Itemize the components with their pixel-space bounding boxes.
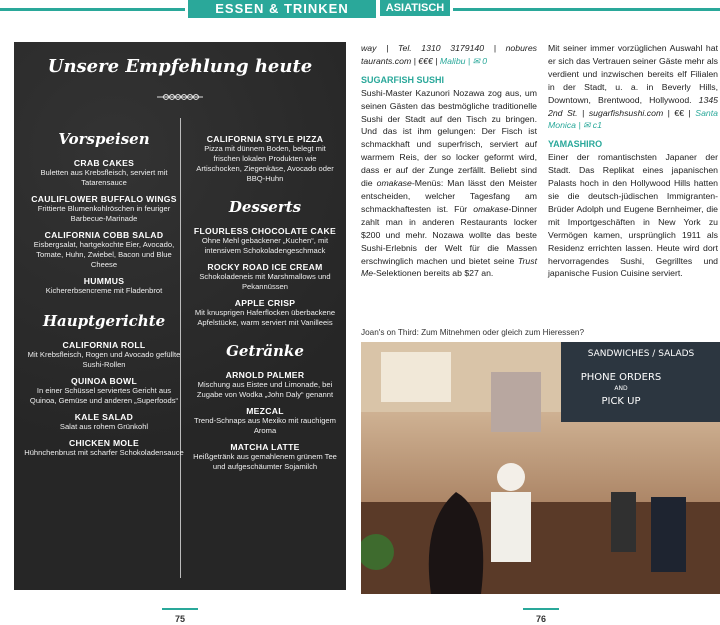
menu-item-desc: Buletten aus Krebsfleisch, serviert mit Tatarensauce xyxy=(40,168,168,187)
menu-item-desc: In einer Schüssel serviertes Gericht aus Quinoa, Gemüse und anderen „Superfoods“ xyxy=(29,386,179,405)
text-span: -Selektionen bereits ab $27 an. xyxy=(373,268,494,279)
paragraph: Einer der romantischsten Japaner der Stadt. Das Replikat eines japanischen Palasts hoch in den Hollywood Hills hatten sie die deutsch-jüdischen Immigranten-Brüder Adolph und Eugene Bernheimer, die mit Importgeschäften in New York zu Vermögen kamen, ursprünglich 1911 als Residenz errichten lassen. Heute wird dort hervorragendes Sushi, Gegrilltes und japanische Fusion Cuisine serviert. xyxy=(548,152,718,279)
text-span: Mit seiner immer vorzüglichen Auswahl hat er sich das Vertrauen seiner Gäste mehr als verdient und inzwischen bereits elf Filialen in der Stadt, u. a. in Beverly Hills, Downtown, Brentwood, Hollywood. xyxy=(548,43,718,105)
menu-left-column xyxy=(24,122,184,464)
paragraph xyxy=(361,87,537,281)
menu-item-name: CAULIFLOWER BUFFALO WINGS xyxy=(31,194,177,204)
menu-item-name: CALIFORNIA COBB SALAD xyxy=(44,230,164,240)
menu-section-heading: Vorspeisen xyxy=(58,130,150,148)
italic-term: omakase xyxy=(376,178,412,189)
text-span: Sushi-Master Kazunori Nozawa zog aus, um seinen Gästen das bestmögliche traditionelle Sushi der Stadt auf den Tisch zu bringen. Und das ist ihm gelungen: Der Fisch ist schmackhaft und superfrisch, serviert auf warmem Reis, der so locker geformt wird, dass er auf der Zunge zerfällt. Beliebt sind die xyxy=(361,87,537,189)
menu-item-desc: Schokoladeneis mit Marshmallows und Pekannüssen xyxy=(199,272,331,291)
photo-illustration xyxy=(361,342,720,594)
menu-item-name: KALE SALAD xyxy=(74,412,134,422)
page-number-rule xyxy=(162,608,198,610)
italic-term: omakase xyxy=(473,203,509,214)
duct xyxy=(491,372,541,432)
sign-main-2: AND xyxy=(614,385,628,392)
running-header xyxy=(0,0,720,18)
chef-hat xyxy=(497,463,525,491)
sign-main-3: PICK UP xyxy=(601,396,641,407)
map-grid-ref: | ✉ 0 xyxy=(467,55,488,66)
menu-item-desc: Ohne Mehl gebackener „Kuchen“, mit intensivem Schokoladengeschmack xyxy=(201,236,329,255)
menu-title: Unsere Empfehlung heute xyxy=(47,56,313,77)
paragraph xyxy=(548,42,718,132)
window xyxy=(381,352,451,402)
menu-item-name: CRAB CAKES xyxy=(73,158,135,168)
section-title: ESSEN & TRINKEN xyxy=(188,0,376,18)
header-rule-right xyxy=(453,8,720,11)
district-link[interactable]: Malibu xyxy=(439,55,466,66)
menu-item-name: ARNOLD PALMER xyxy=(225,370,305,380)
menu-item-name: CHICKEN MOLE xyxy=(69,438,139,448)
menu-section-heading: Hauptgerichte xyxy=(42,312,166,330)
page-number-rule xyxy=(523,608,559,610)
text-span: | xyxy=(577,107,589,118)
district-link[interactable]: Santa Monica xyxy=(548,107,718,131)
laurel-ornament-icon xyxy=(155,90,205,104)
menu-item-name: FLOURLESS CHOCOLATE CAKE xyxy=(193,226,337,236)
text-span: -Dinner zahlt man in anderen Restaurants locker $200 und mehr. Nozawa wollte das beste Sushi-Erlebnis der Welt für die Massen erschwinglich machen und bietet seine xyxy=(361,203,537,266)
staff-silhouette xyxy=(651,497,686,572)
restaurant-heading: YAMASHIRO xyxy=(548,139,603,150)
menu-item-desc: Trend-Schnaps aus Mexiko mit rauchigem Aroma xyxy=(194,416,336,435)
menu-section-heading: Getränke xyxy=(226,342,304,360)
menu-item-name: ROCKY ROAD ICE CREAM xyxy=(207,262,323,272)
restaurant-photo xyxy=(361,342,720,594)
listing-info xyxy=(361,42,537,68)
italic-term: Trust Me xyxy=(361,255,537,279)
page-number-left: 75 xyxy=(174,614,185,624)
menu-item-desc: Frittierte Blumenkohlröschen in feuriger Barbecue-Marinade xyxy=(37,204,171,223)
menu-item-name: QUINOA BOWL xyxy=(71,376,137,386)
menu-item-name: HUMMUS xyxy=(83,276,125,286)
menu-item-desc: Hühnchenbrust mit scharfer Schokoladensauce xyxy=(24,448,184,457)
menu-item-desc: Pizza mit dünnem Boden, belegt mit frischen lokalen Produkten wie Artischocken, Ziegenkäse, Avocado oder BBQ-Huhn xyxy=(196,144,334,183)
photo-caption: Joan's on Third: Zum Mitnehmen oder gleich zum Hieressen? xyxy=(361,328,585,337)
sign-main-1: PHONE ORDERS xyxy=(580,372,662,383)
map-grid-ref: | ✉ c1 xyxy=(578,120,602,131)
text-column-1 xyxy=(361,42,537,280)
address: 1345 2nd St. xyxy=(548,94,718,118)
menu-item-name: CALIFORNIA ROLL xyxy=(62,340,146,350)
menu-right-column xyxy=(190,122,340,478)
menu-item-desc: Salat aus rohem Grünkohl xyxy=(59,422,149,431)
text-span: | €€ | xyxy=(663,107,696,118)
sign-top-text: SANDWICHES / SALADS xyxy=(587,349,695,359)
menu-item-name: MATCHA LATTE xyxy=(230,442,300,452)
chalkboard-menu xyxy=(14,42,346,590)
menu-item-name: MEZCAL xyxy=(246,406,284,416)
menu-section-heading: Desserts xyxy=(228,198,302,216)
page-number-right: 76 xyxy=(535,614,546,624)
listing-details: way | Tel. 1310 3179140 | nobures taurants.com | €€€ | xyxy=(361,43,537,66)
text-column-2 xyxy=(548,42,718,280)
chef xyxy=(491,492,531,562)
menu-item-desc: Heißgetränk aus gemahlenem grünem Tee und aufgeschäumter Sojamilch xyxy=(193,452,337,471)
menu-item-desc: Kichererbsencreme mit Fladenbrot xyxy=(45,286,163,295)
menu-item-desc: Mischung aus Eistee und Limonade, bei Zugabe von Wodka „John Daly“ genannt xyxy=(196,380,334,399)
menu-item-name: CALIFORNIA STYLE PIZZA xyxy=(206,134,324,144)
website: sugarfishsushi.com xyxy=(588,107,664,118)
subsection-title: ASIATISCH xyxy=(380,0,450,16)
menu-item-desc: Eisbergsalat, hartgekochte Eier, Avocado, Tomate, Huhn, Zwiebel, Bacon und Blue Cheese xyxy=(33,240,175,269)
menu-item-name: APPLE CRISP xyxy=(234,298,296,308)
restaurant-heading: SUGARFISH SUSHI xyxy=(361,74,445,85)
menu-item-desc: Mit knusprigen Haferflocken überbackene Apfelstücke, warm serviert mit Vanilleeis xyxy=(194,308,336,327)
menu-item-desc: Mit Krebsfleisch, Rogen und Avocado gefüllte Sushi-Rollen xyxy=(27,350,181,369)
text-span: -Menüs: Man lässt den Meister entscheiden, welcher Tagesfang am schmackhaftesten ist. Für xyxy=(361,178,537,214)
staff-silhouette xyxy=(611,492,636,552)
header-rule-left xyxy=(0,8,185,11)
